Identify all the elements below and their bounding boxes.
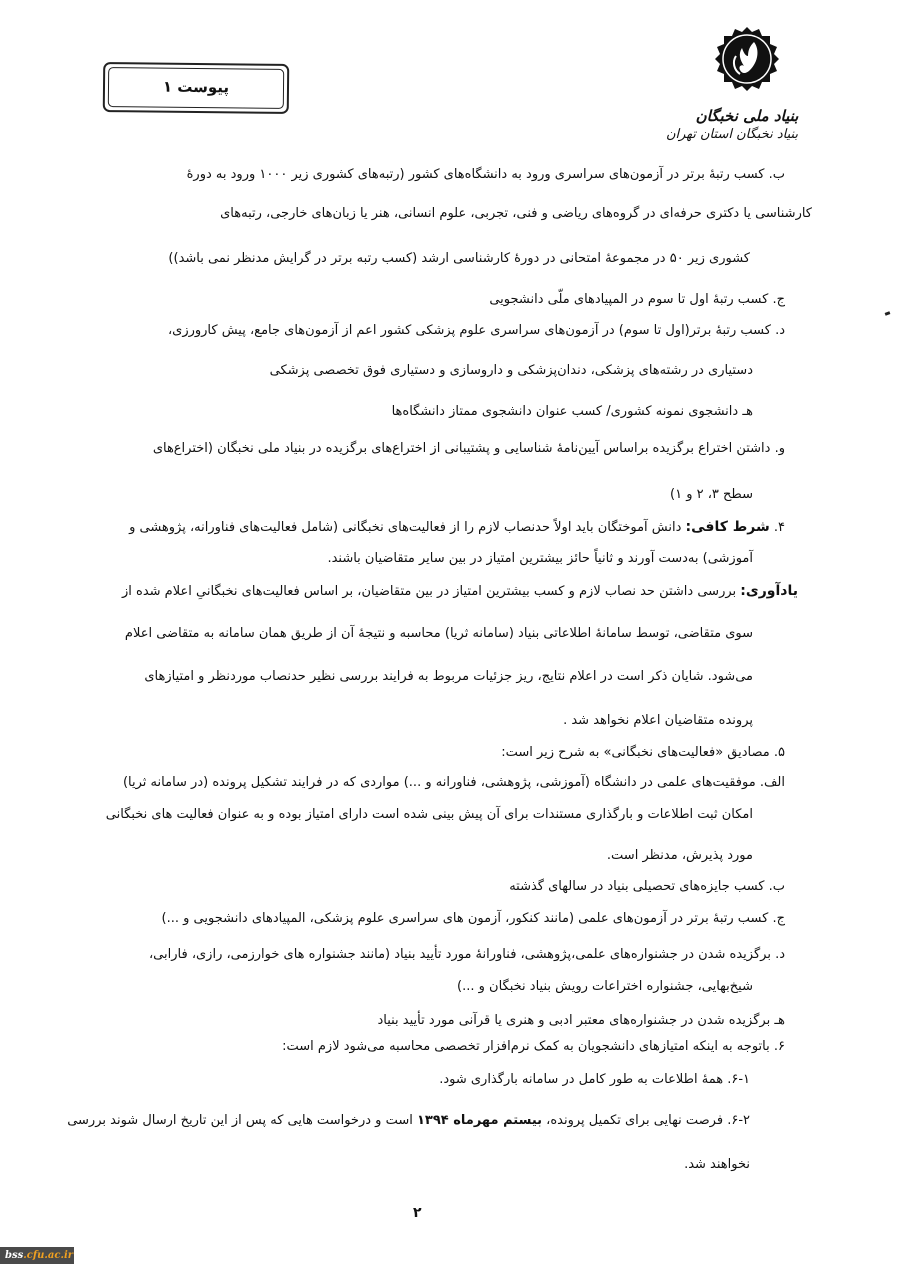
reminder-text: بررسی داشتن حد نصاب لازم و کسب بیشترین امتیاز در بین متقاضیان، بر اساس فعالیت‌های نخبگانیِ اعلام شده از: [122, 584, 737, 599]
item-5-he: هـ برگزیده شدن در جشنواره‌های معتبر ادبی و هنری یا قرآنی مورد تأیید بنیاد: [377, 1013, 785, 1028]
item-6-intro-text: باتوجه به اینکه امتیازهای دانشجویان به کمک نرم‌افزار تخصصی محاسبه می‌شود لازم است:: [282, 1039, 770, 1054]
item-6-sub-2-post: است و درخواست هایی که پس از این تاریخ ارسال شوند بررسی: [67, 1113, 417, 1128]
org-name: بنیاد ملی نخبگان: [695, 107, 799, 125]
item-5-intro-text: مصادیق «فعالیت‌های نخبگانی» به شرح زیر است:: [501, 745, 770, 760]
item-5-alef-line-2: امکان ثبت اطلاعات و بارگذاری مستندات برای آن پیش بینی شده است دارای امتیاز بوده و به عنوان فعالیت های نخبگانی: [105, 807, 753, 822]
item-h-line: هـ دانشجوی نمونه کشوری/ کسب عنوان دانشجوی ممتاز دانشگاه‌ها: [391, 404, 753, 419]
reminder-line-2: سوی متقاضی، توسط سامانهٔ اطلاعاتی بنیاد (سامانه ثریا) محاسبه و نتیجهٔ آن از طریق همان سامانه به متقاضی اعلام: [124, 626, 753, 641]
org-subtitle: بنیاد نخبگان استان تهران: [665, 127, 799, 142]
appendix-badge: [103, 62, 290, 114]
deadline-date: بیستم مهرماه ۱۳۹۴: [416, 1113, 543, 1128]
foundation-emblem-icon: [714, 26, 780, 92]
logo-block: [665, 26, 802, 144]
item-6-sub-2-pre: ۶-۲. فرصت نهایی برای تکمیل پرونده،: [542, 1113, 750, 1128]
item-b-line-1: ب. کسب رتبهٔ برتر در آزمون‌های سراسری ورود به دانشگاه‌های کشور (رتبه‌های کشوری زیر ۱۰۰۰ ورود به دورهٔ: [186, 167, 785, 182]
item-4-line-1: [129, 518, 785, 537]
item-6-sub-1: ۶-۱. همهٔ اطلاعات به طور کامل در سامانه بارگذاری شود.: [439, 1072, 750, 1087]
item-6-intro: [282, 1038, 785, 1056]
item-5-dal-line-2: شیخ‌بهایی، جشنواره اختراعات رویش بنیاد نخبگان و ...): [457, 979, 753, 994]
item-6-sub-2: [67, 1112, 750, 1130]
item-d-line-1: د. کسب رتبهٔ برتر(اول تا سوم) در آزمون‌های سراسری علوم پزشکی کشور اعم از آزمون‌های جامع، پیش کارورزی،: [167, 323, 785, 338]
item-5-be: ب. کسب جایزه‌های تحصیلی بنیاد در سالهای گذشته: [509, 879, 785, 894]
item-5-alef-line-3: مورد پذیرش، مدنظر است.: [606, 848, 753, 863]
scan-speck: [885, 311, 891, 316]
item-4-text: دانش آموختگان باید اولاً حدنصاب لازم را از فعالیت‌های نخبگانی (شامل فعالیت‌های فناورانه، پژوهشی و: [129, 520, 682, 535]
item-j-line: ج. کسب رتبهٔ اول تا سوم در المپیادهای ملّی دانشجویی: [489, 292, 785, 307]
item-5-jim: ج. کسب رتبهٔ برتر در آزمون‌های علمی (مانند کنکور، آزمون های سراسری علوم پزشکی، المپیادهای دانشجویی و ...): [161, 911, 785, 926]
item-5-intro: [501, 744, 785, 762]
reminder-label: یادآوری:: [740, 583, 798, 599]
watermark-prefix: bss: [5, 1250, 24, 1261]
appendix-label: پیوست ۱: [162, 77, 230, 97]
reminder-line-1: [122, 582, 798, 601]
reminder-line-4: پرونده متقاضیان اعلام نخواهد شد .: [563, 713, 753, 728]
watermark-domain: .cfu.ac.ir: [23, 1250, 74, 1261]
item-b-line-2: کارشناسی یا دکتری حرفه‌ای در گروه‌های ریاضی و فنی، تجربی، علوم انسانی، هنر یا زبان‌های خارجی، رتبه‌های: [220, 206, 812, 221]
item-b-line-3: کشوری زیر ۵۰ در مجموعهٔ امتحانی در دورهٔ کارشناسی ارشد (کسب رتبه برتر در گرایش مدنظر نمی باشد)): [168, 251, 750, 266]
reminder-line-3: می‌شود. شایان ذکر است در اعلام نتایج، ریز جزئیات مربوط به فرایند بررسی نظیر حدنصاب موردنظر و امتیازهای: [144, 669, 753, 684]
item-d-line-2: دستیاری در رشته‌های پزشکی، دندان‌پزشکی و داروسازی و دستیاری فوق تخصصی پزشکی: [269, 363, 753, 378]
item-6-sub-2-end: نخواهند شد.: [684, 1157, 750, 1172]
item-v-line-2: سطح ۳، ۲ و ۱): [670, 487, 753, 502]
item-4-line-2: آموزشی) به‌دست آورند و ثانیاً حائز بیشترین امتیاز در بین سایر متقاضیان باشند.: [327, 551, 753, 566]
item-4-label: شرط کافی:: [685, 519, 770, 535]
page-number: ۲: [413, 1205, 422, 1221]
item-v-line-1: و. داشتن اختراع برگزیده براساس آیین‌نامهٔ شناسایی و پشتیبانی از اختراع‌های برگزیده در بنیاد ملی نخبگان (اختراع‌های: [152, 441, 785, 456]
item-6-number: ۶.: [773, 1039, 785, 1054]
item-5-number: ۵.: [773, 745, 785, 760]
watermark-link[interactable]: [0, 1247, 74, 1264]
item-5-dal-line-1: د. برگزیده شدن در جشنواره‌های علمی،پژوهشی، فناورانهٔ مورد تأیید بنیاد (مانند جشنواره های خوارزمی، رازی، فارابی،: [148, 947, 785, 962]
item-4-number: ۴.: [773, 520, 785, 535]
item-5-alef-line-1: الف. موفقیت‌های علمی در دانشگاه (آموزشی، پژوهشی، فناورانه و ...) مواردی که در فرایند تشکیل پرونده (در سامانه ثریا): [122, 775, 785, 790]
